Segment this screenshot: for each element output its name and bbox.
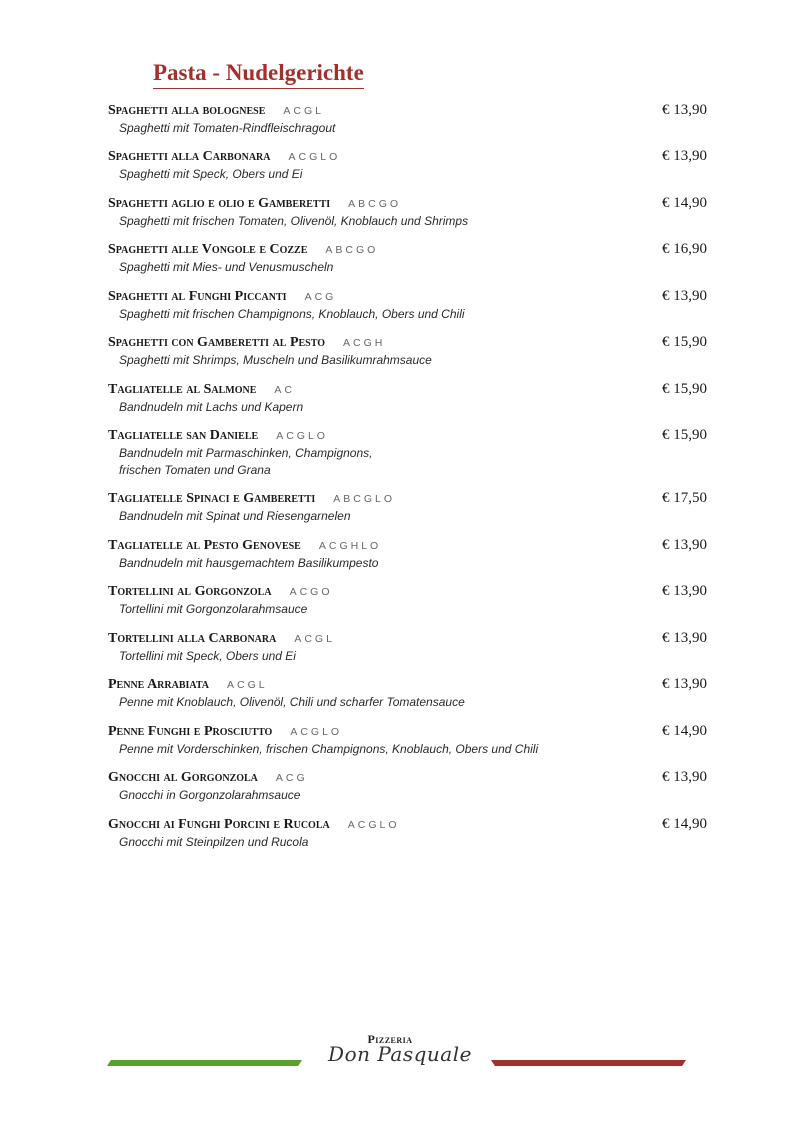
item-price: € 15,90 [662, 381, 707, 397]
item-description: Spaghetti mit Mies- und Venusmuscheln [119, 260, 334, 274]
item-name: Gnocchi al Gorgonzola ACG [108, 770, 308, 785]
item-name: Spaghetti al Funghi Piccanti ACG [108, 289, 337, 304]
italian-flag-stripe-green [107, 1060, 302, 1066]
item-name: Tortellini alla Carbonara ACGL [108, 631, 335, 646]
item-price: € 17,50 [662, 490, 707, 506]
allergen-codes: ACG [275, 772, 308, 784]
footer-pizzeria-label: Pizzeria [367, 1032, 413, 1046]
item-description: Bandnudeln mit hausgemachtem Basilikumpesto [119, 556, 379, 570]
item-description: Spaghetti mit frischen Champignons, Knoblauch, Obers und Chili [119, 307, 465, 321]
item-description-line: Bandnudeln mit Parmaschinken, Champignons, [119, 446, 373, 460]
item-price: € 14,90 [662, 723, 707, 739]
item-name: Penne Funghi e Prosciutto ACGLO [108, 724, 343, 739]
item-description: Tortellini mit Gorgonzolarahmsauce [119, 602, 308, 616]
item-price: € 13,90 [662, 148, 707, 164]
item-price: € 15,90 [662, 427, 707, 443]
item-price: € 16,90 [662, 241, 707, 257]
item-description: Spaghetti mit Speck, Obers und Ei [119, 167, 303, 181]
item-description: Penne mit Vorderschinken, frischen Champignons, Knoblauch, Obers und Chili [119, 742, 539, 756]
item-description: Bandnudeln mit Spinat und Riesengarnelen [119, 509, 351, 523]
item-name: Tagliatelle al Pesto Genovese ACGHLO [108, 538, 382, 553]
item-name: Spaghetti aglio e olio e Gamberetti ABCGO [108, 196, 402, 211]
allergen-codes: ACGHLO [318, 540, 382, 552]
allergen-codes: AC [274, 384, 295, 396]
footer-brand-logo: Don Pasquale [328, 1042, 472, 1066]
allergen-codes: ACGO [289, 586, 333, 598]
allergen-codes: ACGL [283, 105, 325, 117]
allergen-codes: ACGL [227, 679, 268, 691]
item-name: Tagliatelle san Daniele ACGLO [108, 428, 328, 443]
item-description: Spaghetti mit frischen Tomaten, Olivenöl, Knoblauch und Shrimps [119, 214, 469, 228]
item-description-line: frischen Tomaten und Grana [119, 463, 271, 477]
item-price: € 14,90 [662, 816, 707, 832]
allergen-codes: ACGH [343, 337, 386, 349]
allergen-codes: ACGLO [290, 726, 343, 738]
item-price: € 13,90 [662, 676, 707, 692]
italian-flag-stripe-red [491, 1060, 686, 1066]
page-title: Pasta - Nudelgerichte [153, 58, 364, 89]
item-description: Spaghetti mit Tomaten-Rindfleischragout [119, 121, 336, 135]
item-price: € 13,90 [662, 769, 707, 785]
item-name: Spaghetti alla Carbonara ACGLO [108, 149, 341, 164]
allergen-codes: ABCGO [325, 244, 379, 256]
item-name: Spaghetti alle Vongole e Cozze ABCGO [108, 242, 379, 257]
item-description: Gnocchi in Gorgonzolarahmsauce [119, 788, 301, 802]
allergen-codes: ACGLO [276, 430, 328, 442]
item-price: € 13,90 [662, 537, 707, 553]
item-description: Gnocchi mit Steinpilzen und Rucola [119, 835, 309, 849]
item-name: Spaghetti alla bolognese ACGL [108, 103, 325, 118]
item-name: Spaghetti con Gamberetti al Pesto ACGH [108, 335, 386, 350]
item-description [119, 445, 679, 479]
item-price: € 13,90 [662, 630, 707, 646]
allergen-codes: ACGLO [347, 819, 400, 831]
item-name: Tagliatelle al Salmone AC [108, 382, 295, 397]
allergen-codes: ACG [304, 291, 337, 303]
allergen-codes: ABCGLO [333, 493, 396, 505]
item-price: € 15,90 [662, 334, 707, 350]
item-price: € 13,90 [662, 102, 707, 118]
allergen-codes: ABCGO [348, 198, 402, 210]
allergen-codes: ACGLO [288, 151, 341, 163]
item-price: € 14,90 [662, 195, 707, 211]
item-description: Spaghetti mit Shrimps, Muscheln und Basilikumrahmsauce [119, 353, 432, 367]
allergen-codes: ACGL [294, 633, 335, 645]
item-description: Penne mit Knoblauch, Olivenöl, Chili und scharfer Tomatensauce [119, 695, 465, 709]
item-price: € 13,90 [662, 288, 707, 304]
item-name: Tortellini al Gorgonzola ACGO [108, 584, 333, 599]
item-price: € 13,90 [662, 583, 707, 599]
item-name: Penne Arrabiata ACGL [108, 677, 268, 692]
item-name: Gnocchi ai Funghi Porcini e Rucola ACGLO [108, 817, 400, 832]
item-description: Tortellini mit Speck, Obers und Ei [119, 649, 296, 663]
item-description: Bandnudeln mit Lachs und Kapern [119, 400, 304, 414]
item-name: Tagliatelle Spinaci e Gamberetti ABCGLO [108, 491, 396, 506]
